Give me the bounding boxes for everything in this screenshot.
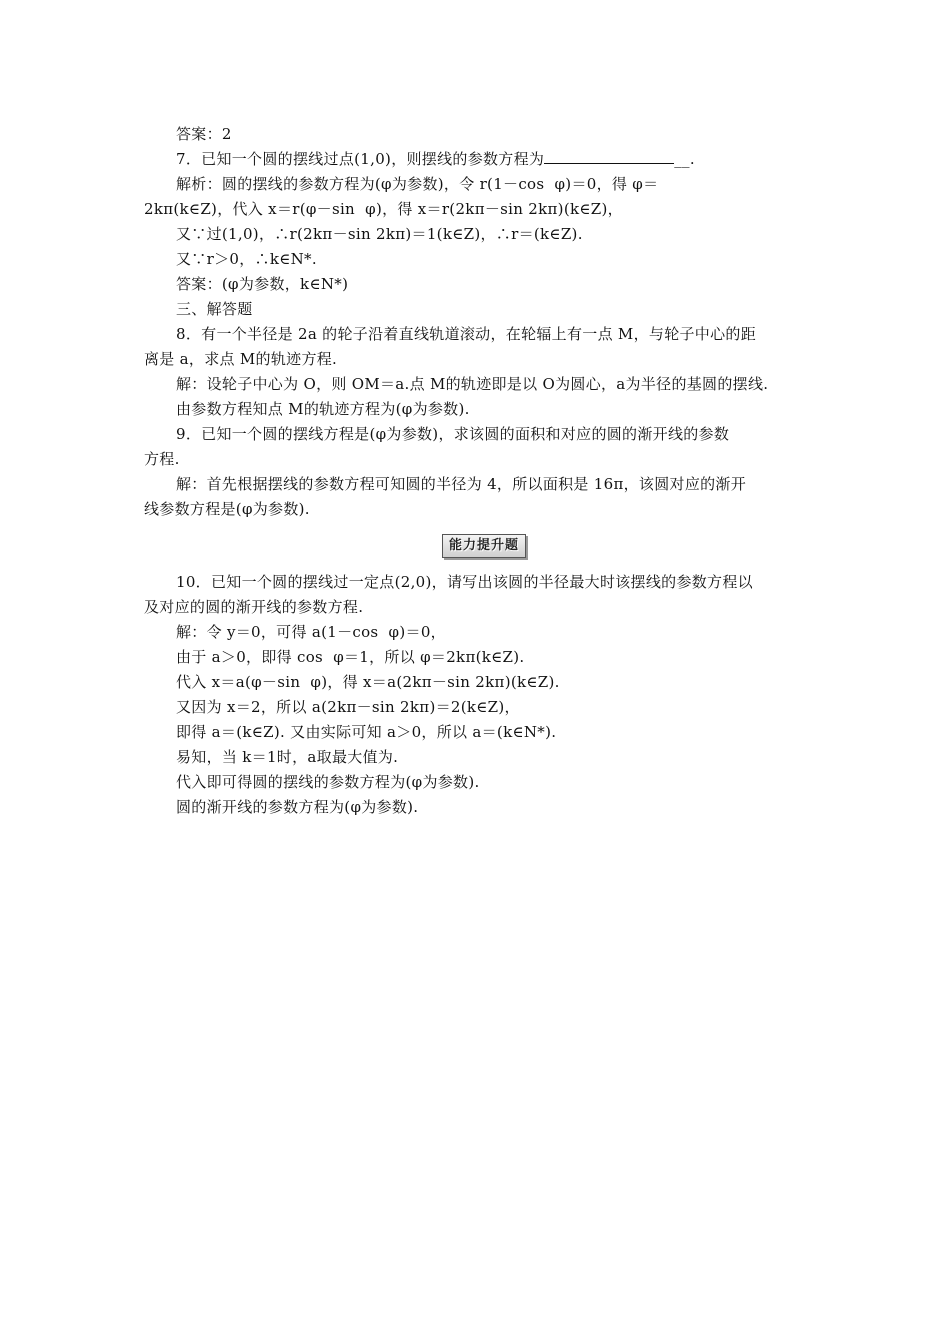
solution-10-line-6: 易知，当 k＝1时，a取最大值为. [176,748,399,766]
solution-9-line-1: 解：首先根据摆线的参数方程可知圆的半径为 4，所以面积是 16π，该圆对应的渐开 [176,475,747,493]
question-9-line-2: 方程. [144,450,180,468]
answer-6: 答案：2 [176,125,232,143]
section-heading: 三、解答题 [176,300,253,318]
analysis-7-line-3: 又∵过(1,0)，∴r(2kπ－sin 2kπ)＝1(k∈Z)，∴r＝(k∈Z). [176,225,583,243]
solution-10-line-3: 代入 x＝a(φ－sin φ)，得 x＝a(2kπ－sin 2kπ)(k∈Z). [176,673,560,691]
solution-8-line-1: 解：设轮子中心为 O，则 OM＝a.点 M的轨迹即是以 O为圆心，a为半径的基圆的摆线. [176,375,769,393]
question-7 [176,149,695,169]
solution-10-line-8: 圆的渐开线的参数方程为(φ为参数). [176,798,419,816]
question-7-end: __. [674,150,695,168]
analysis-7-line-2: 2kπ(k∈Z)，代入 x＝r(φ－sin φ)，得 x＝r(2kπ－sin 2kπ)(k∈Z)， [144,200,623,218]
question-8-line-1: 8．有一个半径是 2a 的轮子沿着直线轨道滚动，在轮辐上有一点 M，与轮子中心的距 [176,325,756,343]
question-10-line-1: 10．已知一个圆的摆线过一定点(2,0)，请写出该圆的半径最大时该摆线的参数方程以 [176,573,753,591]
solution-10-line-5: 即得 a＝(k∈Z). 又由实际可知 a＞0，所以 a＝(k∈N*). [176,723,557,741]
answer-blank [544,149,674,164]
solution-9-line-2: 线参数方程是(φ为参数). [144,500,310,518]
section-badge-label: 能力提升题 [448,538,519,553]
answer-7: 答案：(φ为参数，k∈N*) [176,275,349,293]
section-badge [442,534,526,558]
solution-10-line-7: 代入即可得圆的摆线的参数方程为(φ为参数). [176,773,480,791]
question-9-line-1: 9．已知一个圆的摆线方程是(φ为参数)，求该圆的面积和对应的圆的渐开线的参数 [176,425,730,443]
question-8-line-2: 离是 a，求点 M的轨迹方程. [144,350,338,368]
solution-10-line-2: 由于 a＞0，即得 cos φ＝1，所以 φ＝2kπ(k∈Z). [176,648,525,666]
analysis-7-line-1: 解析：圆的摆线的参数方程为(φ为参数)，令 r(1－cos φ)＝0，得 φ＝ [176,175,659,193]
analysis-7-line-4: 又∵r＞0，∴k∈N*. [176,250,317,268]
solution-8-line-2: 由参数方程知点 M的轨迹方程为(φ为参数). [176,400,470,418]
question-7-text: 7．已知一个圆的摆线过点(1,0)，则摆线的参数方程为 [176,150,545,168]
question-10-line-2: 及对应的圆的渐开线的参数方程. [144,598,364,616]
solution-10-line-4: 又因为 x＝2，所以 a(2kπ－sin 2kπ)＝2(k∈Z)， [176,698,520,716]
solution-10-line-1: 解：令 y＝0，可得 a(1－cos φ)＝0， [176,623,446,641]
